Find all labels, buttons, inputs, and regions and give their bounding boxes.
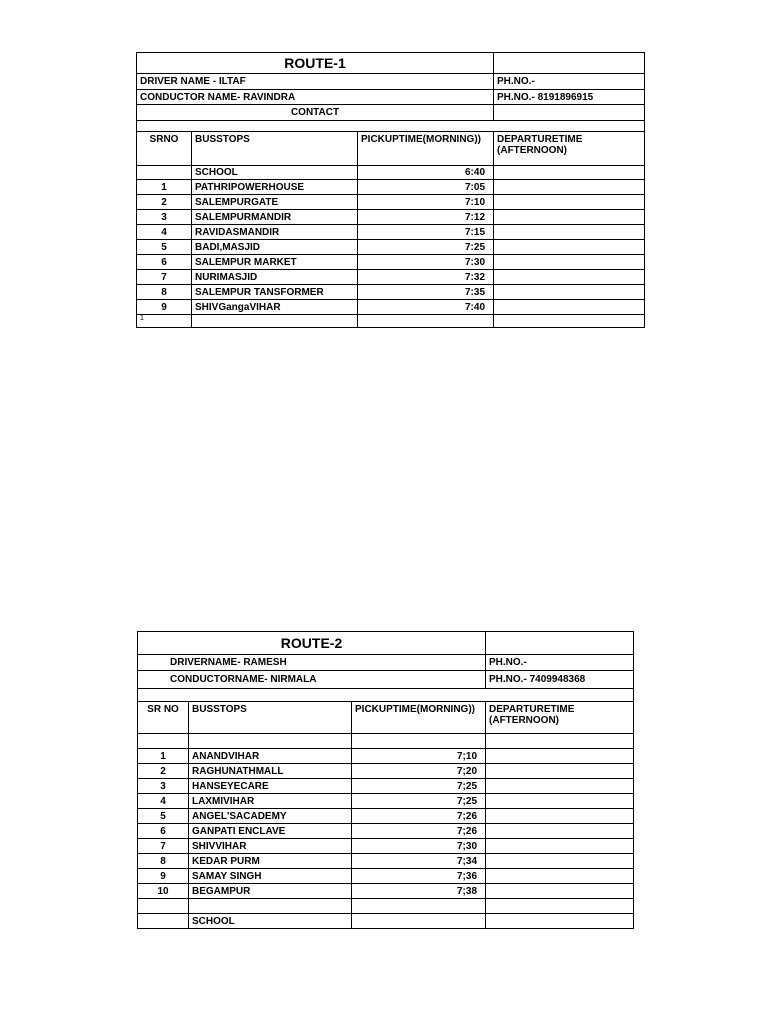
table-row <box>138 779 634 794</box>
stop-cell: SHIVVIHAR <box>189 839 352 854</box>
departure-time-cell <box>486 779 634 794</box>
stop-cell: SALEMPURGATE <box>192 195 358 210</box>
pickup-time-cell: 7;26 <box>352 824 486 839</box>
table-row <box>137 240 645 255</box>
departure-time-cell <box>486 884 634 899</box>
table-row <box>138 764 634 779</box>
pickup-time-cell: 7:30 <box>358 255 494 270</box>
pickup-time-cell: 7;38 <box>352 884 486 899</box>
table-row <box>137 225 645 240</box>
sr-cell: 3 <box>137 210 192 225</box>
empty-cell <box>352 734 486 749</box>
table-row <box>137 166 645 180</box>
empty-cell <box>494 105 645 121</box>
stop-cell: SHIVGangaVIHAR <box>192 300 358 315</box>
pickup-time-cell: 7:05 <box>358 180 494 195</box>
departure-time-cell <box>494 255 645 270</box>
sr-cell: 2 <box>138 764 189 779</box>
route-1-driver-phone: PH.NO.- <box>494 74 645 90</box>
table-row <box>137 270 645 285</box>
header-busstops: BUSSTOPS <box>189 702 352 734</box>
pickup-time-cell: 7;10 <box>352 749 486 764</box>
departure-time-cell <box>486 824 634 839</box>
departure-time-cell <box>486 869 634 884</box>
header-busstops: BUSSTOPS <box>192 132 358 166</box>
empty-cell <box>486 899 634 914</box>
stop-cell: SCHOOL <box>189 914 352 929</box>
sr-cell: 5 <box>138 809 189 824</box>
departure-time-cell <box>486 749 634 764</box>
table-row <box>137 180 645 195</box>
stop-cell: PATHRIPOWERHOUSE <box>192 180 358 195</box>
pickup-time-cell: 6:40 <box>358 166 494 180</box>
stop-cell: BEGAMPUR <box>189 884 352 899</box>
table-row <box>137 255 645 270</box>
route-1-title: ROUTE-1 <box>137 53 494 74</box>
sr-cell: 7 <box>137 270 192 285</box>
table-row <box>138 884 634 899</box>
empty-cell <box>192 315 358 328</box>
pickup-time-cell: 7;36 <box>352 869 486 884</box>
departure-time-cell <box>486 914 634 929</box>
route-1-contact: CONTACT <box>137 105 494 121</box>
footnote-cell: 1 <box>137 315 192 328</box>
stop-cell: NURIMASJID <box>192 270 358 285</box>
pickup-time-cell: 7:32 <box>358 270 494 285</box>
empty-cell <box>494 53 645 74</box>
sr-cell: 5 <box>137 240 192 255</box>
table-row <box>137 210 645 225</box>
departure-time-cell <box>486 854 634 869</box>
route-2-title: ROUTE-2 <box>138 632 486 655</box>
table-row <box>137 285 645 300</box>
departure-time-cell <box>486 794 634 809</box>
table-row <box>137 300 645 315</box>
pickup-time-cell: 7;26 <box>352 809 486 824</box>
stop-cell: RAVIDASMANDIR <box>192 225 358 240</box>
table-row <box>138 854 634 869</box>
departure-time-cell <box>494 300 645 315</box>
pickup-time-cell: 7:15 <box>358 225 494 240</box>
header-pickup-time: PICKUPTIME(MORNING)) <box>358 132 494 166</box>
table-row <box>137 195 645 210</box>
stop-cell: BADI,MASJID <box>192 240 358 255</box>
sr-cell: 9 <box>138 869 189 884</box>
stop-cell: SCHOOL <box>192 166 358 180</box>
stop-cell: GANPATI ENCLAVE <box>189 824 352 839</box>
stop-cell: RAGHUNATHMALL <box>189 764 352 779</box>
departure-time-cell <box>494 210 645 225</box>
departure-time-cell <box>494 225 645 240</box>
sr-cell: 6 <box>138 824 189 839</box>
pickup-time-cell: 7;25 <box>352 779 486 794</box>
departure-time-cell <box>494 166 645 180</box>
departure-time-cell <box>494 285 645 300</box>
stop-cell: SALEMPURMANDIR <box>192 210 358 225</box>
table-row <box>138 794 634 809</box>
table-row <box>138 749 634 764</box>
sr-cell: 7 <box>138 839 189 854</box>
sr-cell: 1 <box>138 749 189 764</box>
route-2-table <box>137 631 634 929</box>
pickup-time-cell: 7;25 <box>352 794 486 809</box>
table-row <box>138 824 634 839</box>
pickup-time-cell: 7:12 <box>358 210 494 225</box>
route-2-conductor-phone: PH.NO.- 7409948368 <box>486 671 634 689</box>
pickup-time-cell: 7:40 <box>358 300 494 315</box>
spacer-row <box>138 689 634 702</box>
empty-cell <box>486 734 634 749</box>
route-2-driver: DRIVERNAME- RAMESH <box>138 655 486 671</box>
departure-time-cell <box>494 240 645 255</box>
route-1-driver: DRIVER NAME - ILTAF <box>137 74 494 90</box>
table-row <box>138 839 634 854</box>
stop-cell: HANSEYECARE <box>189 779 352 794</box>
pickup-time-cell <box>352 914 486 929</box>
stop-cell: SALEMPUR MARKET <box>192 255 358 270</box>
empty-cell <box>494 315 645 328</box>
departure-time-cell <box>494 195 645 210</box>
sr-cell <box>138 914 189 929</box>
sr-cell: 4 <box>138 794 189 809</box>
pickup-time-cell: 7:25 <box>358 240 494 255</box>
route-2-conductor: CONDUCTORNAME- NIRMALA <box>138 671 486 689</box>
route-1-table <box>136 52 645 328</box>
empty-cell <box>189 899 352 914</box>
sr-cell: 6 <box>137 255 192 270</box>
sr-cell: 1 <box>137 180 192 195</box>
stop-cell: ANGEL'SACADEMY <box>189 809 352 824</box>
header-srno: SR NO <box>138 702 189 734</box>
sr-cell: 4 <box>137 225 192 240</box>
stop-cell: LAXMIVIHAR <box>189 794 352 809</box>
header-pickup-time: PICKUPTIME(MORNING)) <box>352 702 486 734</box>
spacer-row <box>137 121 645 132</box>
empty-cell <box>486 632 634 655</box>
departure-time-cell <box>486 809 634 824</box>
stop-cell: SAMAY SINGH <box>189 869 352 884</box>
empty-cell <box>352 899 486 914</box>
stop-cell: KEDAR PURM <box>189 854 352 869</box>
departure-time-cell <box>494 180 645 195</box>
empty-cell <box>189 734 352 749</box>
header-srno: SRNO <box>137 132 192 166</box>
sr-cell: 2 <box>137 195 192 210</box>
pickup-time-cell: 7;20 <box>352 764 486 779</box>
stop-cell: SALEMPUR TANSFORMER <box>192 285 358 300</box>
empty-cell <box>138 899 189 914</box>
sr-cell: 3 <box>138 779 189 794</box>
header-departure-time: DEPARTURETIME (AFTERNOON) <box>494 132 645 166</box>
pickup-time-cell: 7:35 <box>358 285 494 300</box>
pickup-time-cell: 7;34 <box>352 854 486 869</box>
route-1-conductor-phone: PH.NO.- 8191896915 <box>494 90 645 105</box>
sr-cell <box>137 166 192 180</box>
departure-time-cell <box>494 270 645 285</box>
sr-cell: 8 <box>137 285 192 300</box>
pickup-time-cell: 7:10 <box>358 195 494 210</box>
table-row <box>138 809 634 824</box>
route-2-driver-phone: PH.NO.- <box>486 655 634 671</box>
header-departure-time: DEPARTURETIME (AFTERNOON) <box>486 702 634 734</box>
departure-time-cell <box>486 764 634 779</box>
route-1-conductor: CONDUCTOR NAME- RAVINDRA <box>137 90 494 105</box>
empty-cell <box>138 734 189 749</box>
sr-cell: 8 <box>138 854 189 869</box>
sr-cell: 9 <box>137 300 192 315</box>
departure-time-cell <box>486 839 634 854</box>
pickup-time-cell: 7;30 <box>352 839 486 854</box>
sr-cell: 10 <box>138 884 189 899</box>
stop-cell: ANANDVIHAR <box>189 749 352 764</box>
table-row <box>138 914 634 929</box>
empty-cell <box>358 315 494 328</box>
table-row <box>138 869 634 884</box>
